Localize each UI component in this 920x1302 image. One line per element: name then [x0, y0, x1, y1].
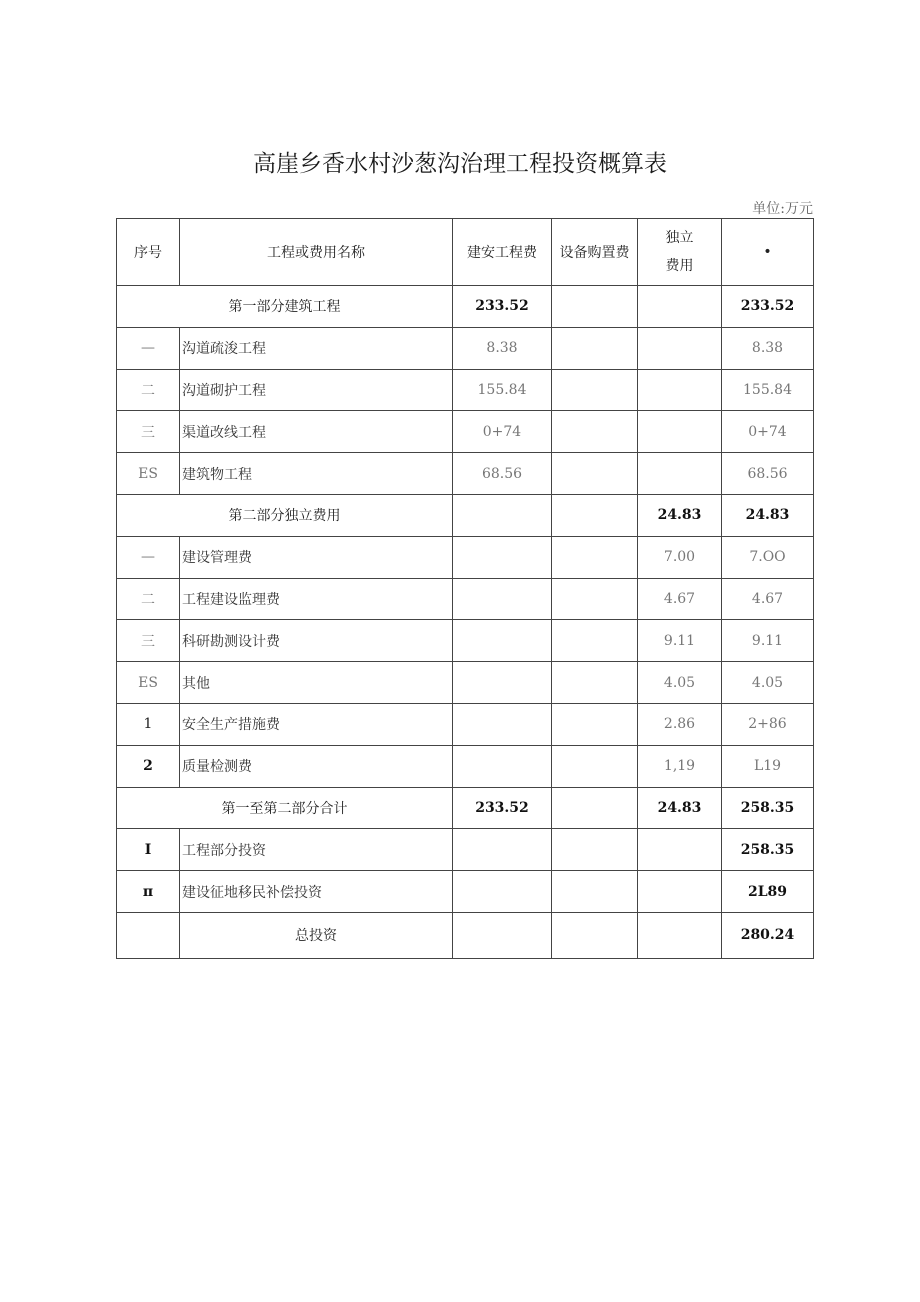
cell-independent: [638, 829, 722, 871]
row-number: I: [117, 829, 180, 871]
cell-equipment: [552, 829, 638, 871]
cell-equipment: [552, 703, 638, 745]
cell-construction: [453, 620, 552, 662]
table-row: [117, 369, 814, 411]
cell-independent: 4.67: [638, 578, 722, 620]
header-independent-line1: 独立: [665, 230, 694, 246]
cell-equipment: [552, 787, 638, 829]
cell-total: 24.83: [722, 494, 814, 536]
table-row: [117, 536, 814, 578]
cell-construction: [453, 662, 552, 704]
table-row: [117, 286, 814, 328]
cell-independent: 4.05: [638, 662, 722, 704]
cell-equipment: [552, 662, 638, 704]
row-number: 2: [117, 745, 180, 787]
unit-label: 单位:万元: [752, 201, 813, 217]
header-equipment: 设备购置费: [552, 219, 638, 286]
cell-total: 258.35: [722, 829, 814, 871]
row-name: 沟道疏浚工程: [180, 327, 453, 369]
cell-equipment: [552, 871, 638, 913]
cell-total: 4.67: [722, 578, 814, 620]
cell-total: 280.24: [722, 912, 814, 958]
cell-total: 258.35: [722, 787, 814, 829]
row-number: 1: [117, 703, 180, 745]
row-section-name: 第一至第二部分合计: [117, 787, 453, 829]
cell-equipment: [552, 620, 638, 662]
row-number: 三: [117, 411, 180, 453]
table-row: [117, 411, 814, 453]
row-name: 科研勘测设计费: [180, 620, 453, 662]
cell-total: 155.84: [722, 369, 814, 411]
row-number: ES: [117, 453, 180, 495]
cell-independent: 9.11: [638, 620, 722, 662]
row-number: 二: [117, 369, 180, 411]
header-independent: [638, 219, 722, 286]
cell-construction: [453, 829, 552, 871]
row-name: 工程建设监理费: [180, 578, 453, 620]
cell-independent: [638, 871, 722, 913]
cell-equipment: [552, 411, 638, 453]
row-number: —: [117, 536, 180, 578]
cell-total: 9.11: [722, 620, 814, 662]
row-name: 沟道砌护工程: [180, 369, 453, 411]
table-row: [117, 578, 814, 620]
cell-equipment: [552, 912, 638, 958]
cell-construction: 68.56: [453, 453, 552, 495]
cell-construction: [453, 703, 552, 745]
row-name: 渠道改线工程: [180, 411, 453, 453]
cell-independent: [638, 912, 722, 958]
cell-total: 233.52: [722, 286, 814, 328]
cell-construction: 233.52: [453, 286, 552, 328]
cell-equipment: [552, 453, 638, 495]
table-row: [117, 662, 814, 704]
header-total: •: [722, 219, 814, 286]
cell-equipment: [552, 327, 638, 369]
cell-total: 68.56: [722, 453, 814, 495]
cell-equipment: [552, 369, 638, 411]
table-row: [117, 787, 814, 829]
cell-independent: 1,19: [638, 745, 722, 787]
row-name: 建筑物工程: [180, 453, 453, 495]
cell-construction: 155.84: [453, 369, 552, 411]
cell-equipment: [552, 536, 638, 578]
cell-equipment: [552, 286, 638, 328]
row-name: 其他: [180, 662, 453, 704]
row-name: 安全生产措施费: [180, 703, 453, 745]
row-name: 建设征地移民补偿投资: [180, 871, 453, 913]
row-number: 三: [117, 620, 180, 662]
cell-independent: [638, 327, 722, 369]
cell-total: 4.05: [722, 662, 814, 704]
cell-independent: 2.86: [638, 703, 722, 745]
table-row: [117, 703, 814, 745]
header-name: 工程或费用名称: [180, 219, 453, 286]
row-number: [117, 912, 180, 958]
row-section-name: 第一部分建筑工程: [117, 286, 453, 328]
cell-construction: 233.52: [453, 787, 552, 829]
row-number: ES: [117, 662, 180, 704]
cell-independent: 24.83: [638, 494, 722, 536]
cell-total: 0+74: [722, 411, 814, 453]
row-name: 工程部分投资: [180, 829, 453, 871]
cell-equipment: [552, 745, 638, 787]
cell-construction: [453, 871, 552, 913]
table-row: [117, 912, 814, 958]
cell-independent: 7.00: [638, 536, 722, 578]
header-no: 序号: [117, 219, 180, 286]
table-row: [117, 871, 814, 913]
cell-total: 8.38: [722, 327, 814, 369]
row-number: 二: [117, 578, 180, 620]
table-row: [117, 829, 814, 871]
table-row: [117, 494, 814, 536]
table-header-row: [117, 219, 814, 286]
investment-table: [116, 218, 814, 959]
cell-construction: 0+74: [453, 411, 552, 453]
row-number: —: [117, 327, 180, 369]
cell-construction: 8.38: [453, 327, 552, 369]
table-row: [117, 745, 814, 787]
cell-construction: [453, 494, 552, 536]
table-row: [117, 453, 814, 495]
row-name: 质量检测费: [180, 745, 453, 787]
cell-total: L19: [722, 745, 814, 787]
cell-independent: 24.83: [638, 787, 722, 829]
cell-total: 7.OO: [722, 536, 814, 578]
cell-independent: [638, 286, 722, 328]
cell-total: 2L89: [722, 871, 814, 913]
table-row: [117, 327, 814, 369]
cell-equipment: [552, 578, 638, 620]
page-title: 高崖乡香水村沙葱沟治理工程投资概算表: [253, 151, 667, 177]
row-number: π: [117, 871, 180, 913]
cell-construction: [453, 912, 552, 958]
cell-independent: [638, 411, 722, 453]
cell-construction: [453, 578, 552, 620]
table-row: [117, 620, 814, 662]
cell-equipment: [552, 494, 638, 536]
row-name: 总投资: [180, 912, 453, 958]
cell-construction: [453, 745, 552, 787]
cell-construction: [453, 536, 552, 578]
cell-independent: [638, 369, 722, 411]
cell-independent: [638, 453, 722, 495]
header-independent-line2: 费用: [665, 258, 694, 274]
row-section-name: 第二部分独立费用: [117, 494, 453, 536]
header-construction: 建安工程费: [453, 219, 552, 286]
cell-total: 2+86: [722, 703, 814, 745]
row-name: 建设管理费: [180, 536, 453, 578]
